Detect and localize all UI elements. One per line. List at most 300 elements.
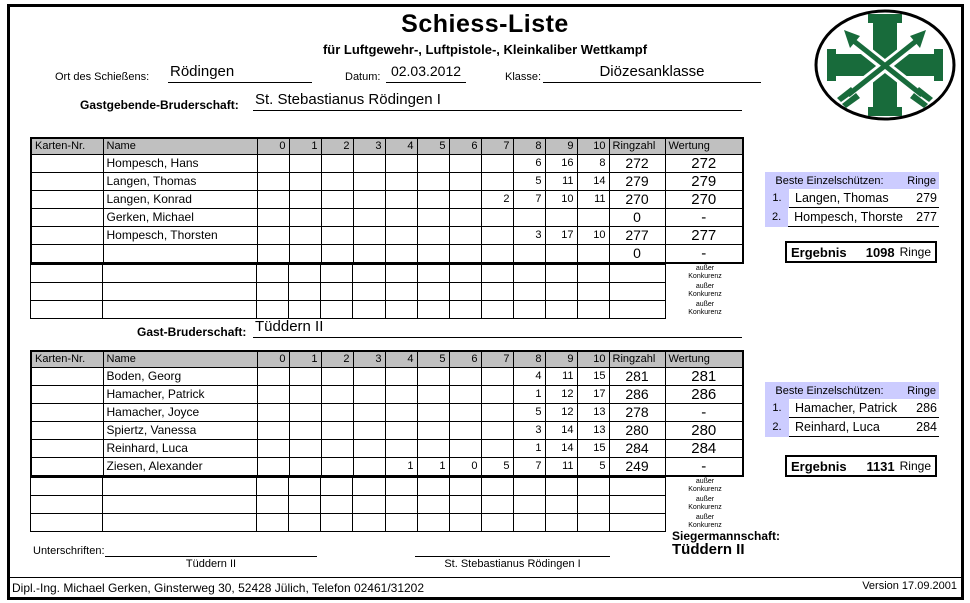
empty-cell[interactable] — [353, 514, 385, 532]
hits-cell-ring-3[interactable] — [353, 172, 385, 190]
empty-cell[interactable] — [289, 496, 321, 514]
hits-cell-ring-3[interactable] — [353, 385, 385, 403]
hits-cell-ring-4[interactable] — [385, 190, 417, 208]
empty-cell[interactable] — [545, 514, 577, 532]
hits-cell-ring-8[interactable]: 5 — [513, 172, 545, 190]
hits-cell-ring-10[interactable]: 15 — [577, 367, 609, 385]
hits-cell-ring-0[interactable] — [257, 244, 289, 263]
hits-cell-ring-10[interactable]: 5 — [577, 457, 609, 476]
hits-cell-ring-5[interactable] — [417, 190, 449, 208]
hits-cell-ring-6[interactable] — [449, 367, 481, 385]
hits-cell-ring-5[interactable]: 1 — [417, 457, 449, 476]
empty-cell[interactable] — [481, 283, 513, 301]
klasse-value-field[interactable]: Diözesanklasse — [543, 61, 761, 83]
hits-cell-ring-8[interactable] — [513, 244, 545, 263]
hits-cell-ring-4[interactable] — [385, 367, 417, 385]
datum-value-field[interactable]: 02.03.2012 — [386, 61, 466, 83]
empty-cell[interactable] — [289, 283, 321, 301]
hits-cell-ring-4[interactable] — [385, 226, 417, 244]
column-header-10: 8 — [513, 138, 545, 154]
hits-cell-ring-7[interactable] — [481, 154, 513, 172]
hits-cell-ring-1[interactable] — [289, 208, 321, 226]
hits-cell-ring-10[interactable]: 11 — [577, 190, 609, 208]
host-brotherhood-field[interactable]: St. Stebastianus Rödingen I — [253, 89, 742, 111]
hits-cell-ring-3[interactable] — [353, 439, 385, 457]
hits-cell-ring-1[interactable] — [289, 439, 321, 457]
ergebnis-label: Ergebnis — [791, 244, 847, 260]
shooter-name-cell[interactable]: Boden, Georg — [103, 367, 257, 385]
wertung-cell: 270 — [665, 190, 743, 208]
empty-cell[interactable] — [103, 514, 257, 532]
hits-cell-ring-10[interactable]: 8 — [577, 154, 609, 172]
empty-cell[interactable] — [257, 496, 289, 514]
hits-cell-ring-4[interactable] — [385, 439, 417, 457]
column-header-6: 4 — [385, 351, 417, 367]
hits-cell-ring-5[interactable] — [417, 244, 449, 263]
hits-cell-ring-9[interactable]: 11 — [545, 367, 577, 385]
hits-cell-ring-5[interactable] — [417, 403, 449, 421]
hits-cell-ring-3[interactable] — [353, 226, 385, 244]
hits-cell-ring-1[interactable] — [289, 403, 321, 421]
column-header-0: Karten-Nr. — [31, 351, 103, 367]
hits-cell-ring-5[interactable] — [417, 172, 449, 190]
karten-nr-cell[interactable] — [31, 457, 103, 476]
guest-extra-table — [30, 477, 666, 532]
hits-cell-ring-2[interactable] — [321, 172, 353, 190]
shooter-name-cell[interactable] — [103, 244, 257, 263]
hits-cell-ring-8[interactable]: 4 — [513, 367, 545, 385]
karten-nr-cell[interactable] — [31, 208, 103, 226]
best-shooter-entry — [765, 399, 939, 418]
empty-cell[interactable] — [417, 283, 449, 301]
hits-cell-ring-4[interactable] — [385, 154, 417, 172]
hits-cell-ring-9[interactable]: 14 — [545, 439, 577, 457]
hits-cell-ring-6[interactable] — [449, 439, 481, 457]
schuetzenbruderschaft-logo — [812, 8, 958, 127]
hits-cell-ring-1[interactable] — [289, 154, 321, 172]
hits-cell-ring-5[interactable] — [417, 226, 449, 244]
ringzahl-cell: 249 — [609, 457, 665, 476]
hits-cell-ring-8[interactable]: 1 — [513, 385, 545, 403]
guest-brotherhood-field[interactable]: Tüddern II — [253, 316, 742, 338]
empty-cell[interactable] — [513, 514, 545, 532]
column-header-4: 2 — [321, 351, 353, 367]
empty-cell[interactable] — [417, 478, 449, 496]
karten-nr-cell[interactable] — [31, 154, 103, 172]
hits-cell-ring-4[interactable] — [385, 403, 417, 421]
ringzahl-cell: 284 — [609, 439, 665, 457]
hits-cell-ring-2[interactable] — [321, 226, 353, 244]
empty-cell[interactable] — [257, 478, 289, 496]
best-shooter-name: Hamacher, Patrick — [795, 401, 898, 415]
karten-nr-cell[interactable] — [31, 244, 103, 263]
empty-cell[interactable] — [31, 514, 103, 532]
hits-cell-ring-4[interactable] — [385, 244, 417, 263]
hits-cell-ring-2[interactable] — [321, 367, 353, 385]
hits-cell-ring-3[interactable] — [353, 367, 385, 385]
hits-cell-ring-6[interactable] — [449, 226, 481, 244]
hits-cell-ring-6[interactable] — [449, 421, 481, 439]
guest-ergebnis-box — [785, 455, 937, 477]
empty-cell[interactable] — [321, 514, 353, 532]
hits-cell-ring-5[interactable] — [417, 439, 449, 457]
empty-cell[interactable] — [545, 283, 577, 301]
empty-cell[interactable] — [513, 496, 545, 514]
empty-cell[interactable] — [481, 478, 513, 496]
hits-cell-ring-0[interactable] — [257, 172, 289, 190]
empty-cell[interactable] — [353, 496, 385, 514]
hits-cell-ring-0[interactable] — [257, 421, 289, 439]
empty-cell[interactable] — [353, 265, 385, 283]
hits-cell-ring-3[interactable] — [353, 403, 385, 421]
empty-cell[interactable] — [103, 265, 257, 283]
empty-cell[interactable] — [609, 265, 665, 283]
ausser-konkurrenz-label: außer Konkurenz — [688, 301, 722, 316]
hits-cell-ring-7[interactable] — [481, 226, 513, 244]
hits-cell-ring-0[interactable] — [257, 439, 289, 457]
hits-cell-ring-1[interactable] — [289, 457, 321, 476]
empty-cell[interactable] — [577, 478, 609, 496]
hits-cell-ring-1[interactable] — [289, 385, 321, 403]
hits-cell-ring-6[interactable] — [449, 385, 481, 403]
empty-cell[interactable] — [513, 478, 545, 496]
hits-cell-ring-9[interactable] — [545, 244, 577, 263]
hits-cell-ring-2[interactable] — [321, 244, 353, 263]
score-row — [31, 439, 743, 457]
guest-signature-team: Tüddern II — [185, 558, 237, 570]
empty-cell[interactable] — [257, 265, 289, 283]
hits-cell-ring-6[interactable] — [449, 403, 481, 421]
empty-cell[interactable] — [321, 478, 353, 496]
hits-cell-ring-2[interactable] — [321, 154, 353, 172]
ergebnis-unit: Ringe — [899, 245, 931, 259]
hits-cell-ring-3[interactable] — [353, 421, 385, 439]
host-ergebnis-box — [785, 241, 937, 263]
hits-cell-ring-10[interactable]: 14 — [577, 172, 609, 190]
hits-cell-ring-0[interactable] — [257, 226, 289, 244]
host-best-shooters-panel — [765, 172, 939, 227]
ringzahl-cell: 0 — [609, 244, 665, 263]
ringzahl-cell: 272 — [609, 154, 665, 172]
empty-cell[interactable] — [577, 496, 609, 514]
best-shooter-ringe: 284 — [916, 420, 937, 434]
empty-cell[interactable] — [103, 283, 257, 301]
hits-cell-ring-6[interactable] — [449, 172, 481, 190]
shooter-name-cell[interactable]: Hamacher, Patrick — [103, 385, 257, 403]
empty-cell[interactable] — [577, 514, 609, 532]
empty-cell[interactable] — [449, 514, 481, 532]
empty-cell[interactable] — [321, 265, 353, 283]
empty-cell[interactable] — [417, 514, 449, 532]
shooter-name-cell[interactable]: Langen, Thomas — [103, 172, 257, 190]
hits-cell-ring-8[interactable]: 1 — [513, 439, 545, 457]
best-shooter-name: Langen, Thomas — [795, 191, 889, 205]
hits-cell-ring-8[interactable]: 3 — [513, 421, 545, 439]
rank-label: 2. — [765, 208, 788, 227]
empty-cell[interactable] — [609, 514, 665, 532]
hits-cell-ring-9[interactable]: 10 — [545, 190, 577, 208]
extra-row — [31, 478, 666, 496]
empty-cell[interactable] — [481, 496, 513, 514]
column-header-14: Wertung — [665, 138, 743, 154]
hits-cell-ring-1[interactable] — [289, 172, 321, 190]
hits-cell-ring-2[interactable] — [321, 190, 353, 208]
host-ausser-konkurrenz-column — [666, 264, 744, 319]
karten-nr-cell[interactable] — [31, 226, 103, 244]
empty-cell[interactable] — [577, 265, 609, 283]
score-row — [31, 208, 743, 226]
hits-cell-ring-10[interactable] — [577, 208, 609, 226]
hits-cell-ring-9[interactable]: 16 — [545, 154, 577, 172]
shooter-name-cell[interactable]: Hompesch, Hans — [103, 154, 257, 172]
empty-cell[interactable] — [385, 265, 417, 283]
footer-version: Version 17.09.2001 — [862, 580, 957, 592]
empty-cell[interactable] — [513, 265, 545, 283]
shooter-name-cell[interactable]: Ziesen, Alexander — [103, 457, 257, 476]
karten-nr-cell[interactable] — [31, 190, 103, 208]
empty-cell[interactable] — [385, 283, 417, 301]
empty-cell[interactable] — [513, 283, 545, 301]
guest-score-table — [30, 350, 744, 477]
hits-cell-ring-9[interactable]: 14 — [545, 421, 577, 439]
hits-cell-ring-7[interactable] — [481, 403, 513, 421]
hits-cell-ring-7[interactable]: 2 — [481, 190, 513, 208]
hits-cell-ring-6[interactable] — [449, 154, 481, 172]
empty-cell[interactable] — [417, 265, 449, 283]
empty-cell[interactable] — [481, 514, 513, 532]
best-shooter-name: Hompesch, Thorste — [794, 210, 903, 224]
karten-nr-cell[interactable] — [31, 367, 103, 385]
hits-cell-ring-10[interactable]: 15 — [577, 439, 609, 457]
hits-cell-ring-4[interactable] — [385, 172, 417, 190]
hits-cell-ring-10[interactable] — [577, 244, 609, 263]
hits-cell-ring-5[interactable] — [417, 154, 449, 172]
hits-cell-ring-2[interactable] — [321, 439, 353, 457]
score-row — [31, 154, 743, 172]
empty-cell[interactable] — [31, 301, 103, 319]
column-header-9: 7 — [481, 138, 513, 154]
column-header-6: 4 — [385, 138, 417, 154]
empty-cell[interactable] — [449, 283, 481, 301]
hits-cell-ring-5[interactable] — [417, 208, 449, 226]
empty-cell[interactable] — [289, 478, 321, 496]
hits-cell-ring-4[interactable]: 1 — [385, 457, 417, 476]
hits-cell-ring-7[interactable] — [481, 421, 513, 439]
ringzahl-cell: 277 — [609, 226, 665, 244]
empty-cell[interactable] — [417, 496, 449, 514]
empty-cell[interactable] — [545, 478, 577, 496]
hits-cell-ring-8[interactable] — [513, 208, 545, 226]
hits-cell-ring-0[interactable] — [257, 154, 289, 172]
hits-cell-ring-7[interactable] — [481, 208, 513, 226]
hits-cell-ring-4[interactable] — [385, 385, 417, 403]
shooter-name-cell[interactable]: Hamacher, Joyce — [103, 403, 257, 421]
column-header-7: 5 — [417, 138, 449, 154]
hits-cell-ring-4[interactable] — [385, 421, 417, 439]
score-row — [31, 244, 743, 263]
guest-signature-line[interactable] — [105, 538, 317, 557]
hits-cell-ring-8[interactable]: 7 — [513, 190, 545, 208]
hits-cell-ring-7[interactable] — [481, 172, 513, 190]
hits-cell-ring-1[interactable] — [289, 190, 321, 208]
ort-value-field[interactable]: Rödingen — [168, 61, 312, 83]
hits-cell-ring-7[interactable] — [481, 367, 513, 385]
hits-cell-ring-7[interactable]: 5 — [481, 457, 513, 476]
hits-cell-ring-5[interactable] — [417, 367, 449, 385]
hits-cell-ring-3[interactable] — [353, 154, 385, 172]
hits-cell-ring-0[interactable] — [257, 403, 289, 421]
ort-label: Ort des Schießens: — [55, 71, 150, 83]
hits-cell-ring-0[interactable] — [257, 208, 289, 226]
column-header-7: 5 — [417, 351, 449, 367]
empty-cell[interactable] — [449, 265, 481, 283]
ringzahl-cell: 279 — [609, 172, 665, 190]
hits-cell-ring-3[interactable] — [353, 244, 385, 263]
shooter-name-cell[interactable]: Langen, Konrad — [103, 190, 257, 208]
score-row — [31, 403, 743, 421]
hits-cell-ring-6[interactable] — [449, 244, 481, 263]
empty-cell[interactable] — [289, 265, 321, 283]
ausser-konkurrenz-label: außer Konkurenz — [688, 283, 722, 298]
hits-cell-ring-8[interactable]: 5 — [513, 403, 545, 421]
host-score-table — [30, 137, 744, 264]
karten-nr-cell[interactable] — [31, 439, 103, 457]
hits-cell-ring-0[interactable] — [257, 190, 289, 208]
empty-cell[interactable] — [103, 478, 257, 496]
hits-cell-ring-6[interactable]: 0 — [449, 457, 481, 476]
empty-cell[interactable] — [31, 478, 103, 496]
column-header-5: 3 — [353, 138, 385, 154]
hits-cell-ring-9[interactable]: 12 — [545, 385, 577, 403]
column-header-8: 6 — [449, 138, 481, 154]
empty-cell[interactable] — [321, 283, 353, 301]
hits-cell-ring-2[interactable] — [321, 208, 353, 226]
empty-cell[interactable] — [353, 283, 385, 301]
hits-cell-ring-7[interactable] — [481, 439, 513, 457]
hits-cell-ring-10[interactable]: 13 — [577, 403, 609, 421]
extra-row — [31, 496, 666, 514]
empty-cell[interactable] — [545, 496, 577, 514]
empty-cell[interactable] — [609, 496, 665, 514]
karten-nr-cell[interactable] — [31, 403, 103, 421]
empty-cell[interactable] — [353, 478, 385, 496]
score-row — [31, 367, 743, 385]
empty-cell[interactable] — [385, 496, 417, 514]
empty-cell[interactable] — [257, 514, 289, 532]
hits-cell-ring-4[interactable] — [385, 208, 417, 226]
karten-nr-cell[interactable] — [31, 421, 103, 439]
hits-cell-ring-2[interactable] — [321, 403, 353, 421]
empty-cell[interactable] — [577, 283, 609, 301]
karten-nr-cell[interactable] — [31, 172, 103, 190]
hits-cell-ring-0[interactable] — [257, 457, 289, 476]
hits-cell-ring-0[interactable] — [257, 367, 289, 385]
empty-cell[interactable] — [609, 478, 665, 496]
empty-cell[interactable] — [103, 301, 257, 319]
host-signature-line[interactable] — [415, 538, 610, 557]
empty-cell[interactable] — [449, 478, 481, 496]
empty-cell[interactable] — [545, 265, 577, 283]
karten-nr-cell[interactable] — [31, 385, 103, 403]
empty-cell[interactable] — [289, 514, 321, 532]
empty-cell[interactable] — [31, 283, 103, 301]
hits-cell-ring-6[interactable] — [449, 208, 481, 226]
hits-cell-ring-2[interactable] — [321, 421, 353, 439]
footer-contact: Dipl.-Ing. Michael Gerken, Ginsterweg 30, 52428 Jülich, Telefon 02461/31202 — [12, 581, 425, 595]
hits-cell-ring-3[interactable] — [353, 208, 385, 226]
hits-cell-ring-1[interactable] — [289, 421, 321, 439]
empty-cell[interactable] — [481, 265, 513, 283]
rank-label: 1. — [765, 189, 789, 208]
hits-cell-ring-10[interactable]: 17 — [577, 385, 609, 403]
hits-cell-ring-3[interactable] — [353, 190, 385, 208]
score-row — [31, 172, 743, 190]
score-table-header-row — [31, 351, 743, 367]
hits-cell-ring-1[interactable] — [289, 244, 321, 263]
hits-cell-ring-9[interactable]: 12 — [545, 403, 577, 421]
hits-cell-ring-2[interactable] — [321, 385, 353, 403]
hits-cell-ring-8[interactable]: 3 — [513, 226, 545, 244]
hits-cell-ring-7[interactable] — [481, 244, 513, 263]
hits-cell-ring-7[interactable] — [481, 385, 513, 403]
page-subtitle: für Luftgewehr-, Luftpistole-, Kleinkaliber Wettkampf — [322, 42, 648, 57]
column-header-14: Wertung — [665, 351, 743, 367]
hits-cell-ring-10[interactable]: 13 — [577, 421, 609, 439]
guest-best-header — [765, 382, 939, 399]
wertung-cell: - — [665, 244, 743, 263]
column-header-8: 6 — [449, 351, 481, 367]
column-header-13: Ringzahl — [609, 351, 665, 367]
ergebnis-label: Ergebnis — [791, 458, 847, 474]
hits-cell-ring-8[interactable]: 6 — [513, 154, 545, 172]
hits-cell-ring-9[interactable]: 17 — [545, 226, 577, 244]
hits-cell-ring-5[interactable] — [417, 421, 449, 439]
hits-cell-ring-1[interactable] — [289, 367, 321, 385]
hits-cell-ring-9[interactable]: 11 — [545, 457, 577, 476]
shooter-name-cell[interactable]: Spiertz, Vanessa — [103, 421, 257, 439]
empty-cell[interactable] — [103, 496, 257, 514]
empty-cell[interactable] — [385, 478, 417, 496]
empty-cell[interactable] — [385, 514, 417, 532]
hits-cell-ring-8[interactable]: 7 — [513, 457, 545, 476]
column-header-11: 9 — [545, 138, 577, 154]
hits-cell-ring-1[interactable] — [289, 226, 321, 244]
hits-cell-ring-6[interactable] — [449, 190, 481, 208]
hits-cell-ring-3[interactable] — [353, 457, 385, 476]
host-brotherhood-label: Gastgebende-Bruderschaft: — [80, 98, 239, 112]
ringe-column-label: Ringe — [907, 384, 936, 397]
empty-cell[interactable] — [609, 283, 665, 301]
shooter-name-cell[interactable]: Hompesch, Thorsten — [103, 226, 257, 244]
hits-cell-ring-2[interactable] — [321, 457, 353, 476]
empty-cell[interactable] — [31, 496, 103, 514]
empty-cell[interactable] — [449, 496, 481, 514]
empty-cell[interactable] — [257, 283, 289, 301]
hits-cell-ring-10[interactable]: 10 — [577, 226, 609, 244]
hits-cell-ring-5[interactable] — [417, 385, 449, 403]
empty-cell[interactable] — [321, 496, 353, 514]
hits-cell-ring-0[interactable] — [257, 385, 289, 403]
shooter-name-cell[interactable]: Reinhard, Luca — [103, 439, 257, 457]
hits-cell-ring-9[interactable]: 11 — [545, 172, 577, 190]
hits-cell-ring-9[interactable] — [545, 208, 577, 226]
shooter-name-cell[interactable]: Gerken, Michael — [103, 208, 257, 226]
empty-cell[interactable] — [31, 265, 103, 283]
rank-label: 2. — [765, 418, 789, 437]
column-header-1: Name — [103, 351, 257, 367]
guest-ausser-konkurrenz-column — [666, 477, 744, 532]
datum-label: Datum: — [345, 71, 381, 83]
